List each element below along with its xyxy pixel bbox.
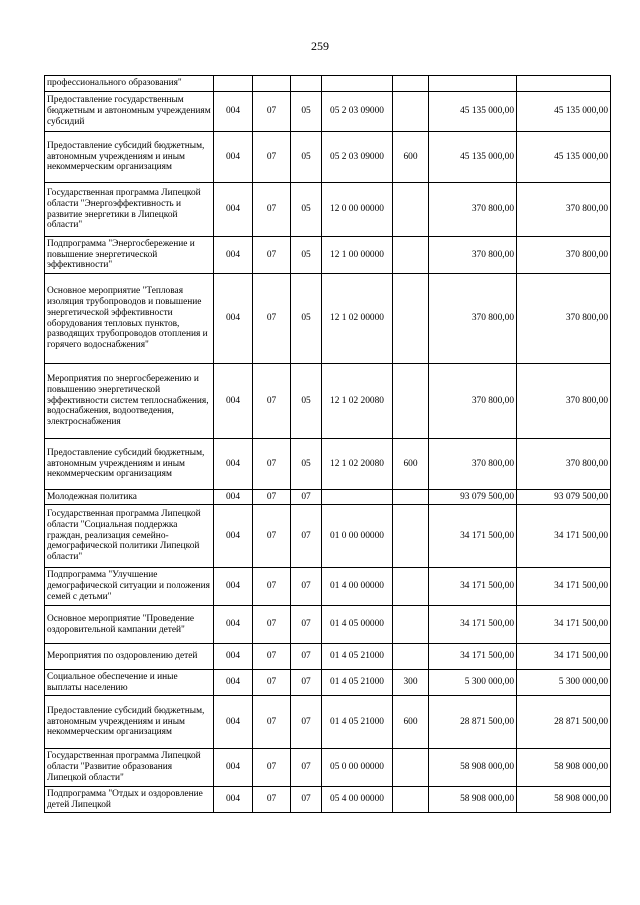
table-row <box>45 568 611 606</box>
admin-code: 004 <box>214 183 253 237</box>
table-row <box>45 670 611 696</box>
amount-1: 45 135 000,00 <box>429 132 517 183</box>
expense-type <box>393 644 429 670</box>
table-row <box>45 237 611 274</box>
section-code <box>253 76 291 92</box>
amount-2: 370 800,00 <box>517 439 611 490</box>
row-name: Предоставление государственным бюджетным и автономным учреждениям субсидий <box>45 92 214 132</box>
table-row <box>45 76 611 92</box>
amount-2: 34 171 500,00 <box>517 606 611 644</box>
section-code: 07 <box>253 606 291 644</box>
row-name: Предоставление субсидий бюджетным, автономным учреждениям и иным некоммерческим организациям <box>45 439 214 490</box>
target-article: 05 0 00 00000 <box>322 749 393 787</box>
admin-code: 004 <box>214 364 253 439</box>
subsection-code: 07 <box>291 505 322 568</box>
target-article: 05 2 03 09000 <box>322 92 393 132</box>
subsection-code: 05 <box>291 183 322 237</box>
target-article: 01 4 05 21000 <box>322 696 393 749</box>
budget-table <box>44 75 611 813</box>
expense-type <box>393 787 429 813</box>
section-code: 07 <box>253 132 291 183</box>
admin-code: 004 <box>214 670 253 696</box>
admin-code: 004 <box>214 274 253 364</box>
admin-code: 004 <box>214 490 253 505</box>
section-code: 07 <box>253 92 291 132</box>
table-row <box>45 183 611 237</box>
row-name: Подпрограмма "Улучшение демографической ситуации и положения семей с детьми" <box>45 568 214 606</box>
budget-table-body <box>45 76 611 813</box>
expense-type: 300 <box>393 670 429 696</box>
target-article: 01 4 05 00000 <box>322 606 393 644</box>
table-row <box>45 787 611 813</box>
amount-1: 28 871 500,00 <box>429 696 517 749</box>
amount-1: 370 800,00 <box>429 274 517 364</box>
amount-1: 370 800,00 <box>429 364 517 439</box>
row-name: Социальное обеспечение и иные выплаты населению <box>45 670 214 696</box>
section-code: 07 <box>253 490 291 505</box>
amount-1: 34 171 500,00 <box>429 606 517 644</box>
target-article: 01 0 00 00000 <box>322 505 393 568</box>
admin-code: 004 <box>214 696 253 749</box>
expense-type <box>393 606 429 644</box>
target-article: 01 4 05 21000 <box>322 644 393 670</box>
expense-type <box>393 568 429 606</box>
expense-type <box>393 92 429 132</box>
row-name: Предоставление субсидий бюджетным, автономным учреждениям и иным некоммерческим организациям <box>45 696 214 749</box>
amount-2: 370 800,00 <box>517 183 611 237</box>
section-code: 07 <box>253 364 291 439</box>
section-code: 07 <box>253 696 291 749</box>
row-name: Подпрограмма "Отдых и оздоровление детей Липецкой <box>45 787 214 813</box>
expense-type <box>393 274 429 364</box>
table-row <box>45 644 611 670</box>
subsection-code: 07 <box>291 606 322 644</box>
section-code: 07 <box>253 183 291 237</box>
amount-1: 5 300 000,00 <box>429 670 517 696</box>
expense-type <box>393 490 429 505</box>
subsection-code: 05 <box>291 237 322 274</box>
table-row <box>45 696 611 749</box>
amount-1: 45 135 000,00 <box>429 92 517 132</box>
target-article: 05 2 03 09000 <box>322 132 393 183</box>
expense-type <box>393 183 429 237</box>
row-name: Государственная программа Липецкой области "Социальная поддержка граждан, реализация семейно-демографической политики Липецкой области" <box>45 505 214 568</box>
row-name: Мероприятия по оздоровлению детей <box>45 644 214 670</box>
subsection-code: 07 <box>291 787 322 813</box>
amount-1: 370 800,00 <box>429 237 517 274</box>
target-article <box>322 76 393 92</box>
expense-type <box>393 749 429 787</box>
subsection-code <box>291 76 322 92</box>
amount-2: 93 079 500,00 <box>517 490 611 505</box>
section-code: 07 <box>253 644 291 670</box>
row-name: Государственная программа Липецкой области "Развитие образования Липецкой области" <box>45 749 214 787</box>
amount-1: 58 908 000,00 <box>429 787 517 813</box>
table-row <box>45 439 611 490</box>
amount-2: 370 800,00 <box>517 274 611 364</box>
table-row <box>45 274 611 364</box>
amount-1 <box>429 76 517 92</box>
admin-code: 004 <box>214 237 253 274</box>
admin-code: 004 <box>214 749 253 787</box>
expense-type <box>393 505 429 568</box>
target-article <box>322 490 393 505</box>
row-name: Государственная программа Липецкой области "Энергоэффективность и развитие энергетики в Липецкой области" <box>45 183 214 237</box>
amount-2: 34 171 500,00 <box>517 568 611 606</box>
amount-2: 34 171 500,00 <box>517 644 611 670</box>
admin-code: 004 <box>214 132 253 183</box>
amount-2: 58 908 000,00 <box>517 787 611 813</box>
amount-2: 370 800,00 <box>517 237 611 274</box>
amount-1: 34 171 500,00 <box>429 644 517 670</box>
expense-type: 600 <box>393 439 429 490</box>
amount-2: 45 135 000,00 <box>517 92 611 132</box>
section-code: 07 <box>253 670 291 696</box>
target-article: 05 4 00 00000 <box>322 787 393 813</box>
table-row <box>45 505 611 568</box>
subsection-code: 05 <box>291 439 322 490</box>
amount-2: 28 871 500,00 <box>517 696 611 749</box>
amount-2: 5 300 000,00 <box>517 670 611 696</box>
row-name: Основное мероприятие "Тепловая изоляция трубопроводов и повышение энергетической эффективности оборудования тепловых пунктов, разводящих трубопроводов отопления и горячего водоснабжения" <box>45 274 214 364</box>
expense-type <box>393 76 429 92</box>
row-name: профессионального образования" <box>45 76 214 92</box>
row-name: Мероприятия по энергосбережению и повышению энергетической эффективности систем теплоснабжения, водоснабжения, водоотведения, электроснабжения <box>45 364 214 439</box>
admin-code <box>214 76 253 92</box>
target-article: 01 4 00 00000 <box>322 568 393 606</box>
target-article: 01 4 05 21000 <box>322 670 393 696</box>
admin-code: 004 <box>214 92 253 132</box>
section-code: 07 <box>253 439 291 490</box>
table-row <box>45 490 611 505</box>
subsection-code: 05 <box>291 364 322 439</box>
subsection-code: 07 <box>291 696 322 749</box>
target-article: 12 1 02 20080 <box>322 364 393 439</box>
amount-2 <box>517 76 611 92</box>
target-article: 12 1 02 00000 <box>322 274 393 364</box>
amount-2: 370 800,00 <box>517 364 611 439</box>
section-code: 07 <box>253 787 291 813</box>
admin-code: 004 <box>214 439 253 490</box>
subsection-code: 07 <box>291 749 322 787</box>
row-name: Молодежная политика <box>45 490 214 505</box>
subsection-code: 05 <box>291 274 322 364</box>
target-article: 12 1 00 00000 <box>322 237 393 274</box>
subsection-code: 05 <box>291 92 322 132</box>
table-row <box>45 364 611 439</box>
amount-1: 58 908 000,00 <box>429 749 517 787</box>
admin-code: 004 <box>214 644 253 670</box>
subsection-code: 07 <box>291 568 322 606</box>
section-code: 07 <box>253 237 291 274</box>
admin-code: 004 <box>214 568 253 606</box>
admin-code: 004 <box>214 505 253 568</box>
subsection-code: 07 <box>291 644 322 670</box>
admin-code: 004 <box>214 606 253 644</box>
target-article: 12 1 02 20080 <box>322 439 393 490</box>
section-code: 07 <box>253 749 291 787</box>
expense-type: 600 <box>393 132 429 183</box>
row-name: Подпрограмма "Энергосбережение и повышение энергетической эффективности" <box>45 237 214 274</box>
subsection-code: 07 <box>291 490 322 505</box>
section-code: 07 <box>253 568 291 606</box>
admin-code: 004 <box>214 787 253 813</box>
amount-2: 34 171 500,00 <box>517 505 611 568</box>
subsection-code: 05 <box>291 132 322 183</box>
target-article: 12 0 00 00000 <box>322 183 393 237</box>
subsection-code: 07 <box>291 670 322 696</box>
amount-1: 370 800,00 <box>429 183 517 237</box>
expense-type <box>393 237 429 274</box>
table-row <box>45 132 611 183</box>
amount-1: 93 079 500,00 <box>429 490 517 505</box>
row-name: Предоставление субсидий бюджетным, автономным учреждениям и иным некоммерческим организациям <box>45 132 214 183</box>
amount-1: 34 171 500,00 <box>429 505 517 568</box>
section-code: 07 <box>253 505 291 568</box>
table-row <box>45 606 611 644</box>
expense-type: 600 <box>393 696 429 749</box>
amount-2: 45 135 000,00 <box>517 132 611 183</box>
section-code: 07 <box>253 274 291 364</box>
table-row <box>45 749 611 787</box>
expense-type <box>393 364 429 439</box>
amount-2: 58 908 000,00 <box>517 749 611 787</box>
amount-1: 370 800,00 <box>429 439 517 490</box>
page-number: 259 <box>311 39 329 53</box>
row-name: Основное мероприятие "Проведение оздоровительной кампании детей" <box>45 606 214 644</box>
table-row <box>45 92 611 132</box>
amount-1: 34 171 500,00 <box>429 568 517 606</box>
